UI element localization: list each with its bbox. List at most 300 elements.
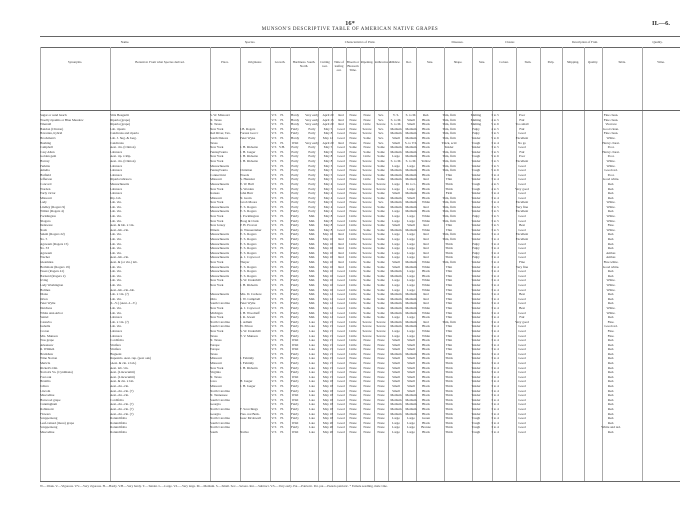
table-cell: Some [377,264,385,269]
table-cell: J. H. Jaeger [240,149,256,154]
table-cell: J. H. Ricketts [240,282,258,287]
table-cell: Tender [471,237,481,242]
table-cell: None [363,397,371,402]
table-cell: H. [280,388,284,393]
table-cell: Early [291,154,299,159]
top-rule [40,36,680,37]
table-cell: May 6 [323,200,333,205]
table-cell: Good [518,282,526,287]
table-cell: New York [210,200,224,205]
table-cell: Tender [471,305,481,310]
table-cell: Early [308,149,316,154]
table-cell: Good [518,191,526,196]
table-cell: Medium [405,402,417,407]
table-cell: Aest.-lab.-vin.-lab. [110,287,135,292]
table-cell: New York [210,214,224,219]
table-cell: Aest. cin. (Clinton) [110,158,136,163]
table-cell: H. [280,429,284,434]
table-cell: Thick [445,374,453,379]
table-cell: Tender [471,204,481,209]
table-cell: Some [363,292,371,297]
table-cell: None [349,204,357,209]
table-cell: May 8 [323,154,333,159]
table-cell: Sev. [378,200,384,205]
table-cell: Some [377,158,385,163]
table-cell: Isaac Mcdowell [240,416,261,421]
table-cell: Casy Allen [40,149,55,154]
table-cell: Early [308,195,316,200]
table-cell: Wild [291,420,299,425]
table-cell: Small [407,388,415,393]
table-cell: Black [422,126,430,131]
table-cell: Red [338,140,344,145]
table-cell: Thin [445,315,453,320]
table-cell: V.T. [271,292,277,297]
table-cell: Native [240,429,249,434]
table-cell: April 20 [322,122,334,127]
table-cell: H. [280,168,284,173]
table-cell: Medium [390,273,402,278]
table-cell: Small [392,379,400,384]
table-cell: May 8 [323,223,333,228]
table-cell: S. to M. [390,117,402,122]
table-cell: Medium [390,301,402,306]
table-cell: Lab. ripasis [110,126,126,131]
table-cell: Mid. [308,214,316,219]
table-cell: V.H. [279,145,285,150]
table-cell: Little [349,296,357,301]
table-cell: Excellent [515,237,529,242]
table-cell: Perkins [40,163,50,168]
table-cell: Little [349,319,357,324]
table-cell: Good [518,273,526,278]
table-cell: Mid. [308,301,316,306]
table-cell: 3 to 4 [491,241,499,246]
table-cell: Severe [376,319,386,324]
table-cell: V.T. [271,269,277,274]
table-cell: Some [363,301,371,306]
table-cell: Tender [471,227,481,232]
table-cell: 3 to 4 [491,407,499,411]
table-cell: Little [349,305,357,310]
table-cell: Very good [515,186,529,191]
table-cell: Small [407,356,415,361]
table-cell: Good [518,296,526,301]
table-cell: 3 to 4 [491,232,499,237]
table-cell: Mid. [308,227,316,232]
table-cell: H. [280,264,284,269]
table-cell: Red [423,246,429,251]
table-cell: None [349,393,357,398]
table-cell: Cunningham [40,402,58,407]
table-cell: (Aest. & cin. x lab.) [110,361,137,366]
table-cell: New Jersey [210,223,226,228]
table-cell: May 8 [323,218,333,223]
table-cell: Poor. [607,154,615,159]
table-cell: Thick [445,384,453,389]
table-cell: Medium [405,154,417,159]
table-cell: 5 to 6 [491,154,499,159]
table-cell: Tender [471,356,481,361]
table-cell: E. W. Bull [240,181,254,186]
table-cell: Red [338,237,344,242]
table-cell: Lab. vin. [110,305,122,310]
table-cell: Red [338,264,344,269]
table-cell: Wild [291,140,299,145]
table-cell: Tender [471,384,481,389]
table-title: MUNSON'S DESCRIPTIVE TABLE OF AMERICAN NATIVE GRAPES [261,27,439,32]
table-cell: Mid. [308,218,316,223]
table-cell: Massachusetts [210,246,230,251]
table-cell: White. [606,278,616,283]
section-marker: II.—6. [651,20,670,27]
table-cell: Late [309,397,315,402]
table-cell: Late [309,347,315,352]
table-cell: Red. [607,402,615,407]
table-cell: Little [349,301,357,306]
table-cell: Thin [445,338,453,343]
table-cell: Red. [607,374,615,379]
table-cell: Europe [210,347,220,352]
table-cell: Fairly [291,379,299,384]
table-cell: Tender [471,379,481,384]
table-cell: N. Grein [240,195,252,200]
table-cell: Good [518,310,526,315]
table-cell: Fairly [291,384,299,389]
table-cell: J. H. Rickette [240,154,258,159]
table-cell: Good [518,328,526,333]
table-cell: Virginia [210,370,221,375]
table-cell: V.T. [271,319,277,324]
table-cell: H. [280,218,284,223]
table-cell: Mid. [308,292,316,297]
table-cell: April 20 [322,113,334,117]
table-cell: A. J. Caywood [240,305,260,310]
table-cell: Good [518,356,526,361]
table-cell: New York [210,145,224,150]
table-cell: Good [518,195,526,200]
table-cell: Ohio [210,296,217,301]
table-cell: Fairly [291,287,299,292]
table-cell: Small [407,384,415,389]
table-cell: Early [291,204,299,209]
table-cell: Black [422,429,430,434]
table-cell: None [377,416,385,421]
table-cell: Large [392,425,400,430]
table-cell: Large [407,237,415,242]
table-cell: Little [349,241,357,246]
table-cell: Texas [210,333,218,338]
table-cell: J. Adlum [240,319,252,324]
table-cell: S. to V.S. [404,140,418,145]
table-cell: Late [309,319,315,324]
table-cell: Tender [471,411,481,416]
table-cell: Tender [471,177,481,182]
table-cell: 3 to 4 [491,287,499,292]
table-cell: Thick [445,420,453,425]
table-cell: Severe [362,218,372,223]
table-cell: Little [349,287,357,292]
table-cell: Some [363,149,371,154]
table-cell: Small [392,374,400,379]
table-cell: H. [280,181,284,186]
table-cell: New York [210,158,224,163]
table-cell: Little [349,218,357,223]
table-cell: May 15 [322,351,334,356]
table-cell: Flowers [40,411,51,416]
table-cell: Medium [390,227,402,232]
table-cell: V.T. [271,264,277,269]
column-header: Mildew. [389,60,401,64]
table-cell: Tough [471,416,481,421]
table-cell: 3 to 4 [491,264,499,269]
table-cell: Red. [607,361,615,366]
table-cell: None [377,365,385,370]
column-header: Shape. [453,60,463,64]
table-cell: V.T. [271,397,277,402]
table-cell: Good [518,218,526,223]
table-cell: Severe [362,324,372,329]
table-cell: Tender [471,269,481,274]
table-cell: Red. [607,296,615,301]
table-cell: V.T. [271,370,277,375]
table-cell: Thin [445,227,453,232]
table-cell: Severe [362,195,372,200]
table-cell: Lab. J. Sug. & Jaeg. [110,135,137,140]
table-cell: H. [280,370,284,375]
table-cell: Little [349,255,357,260]
table-cell: N. Texas [210,122,222,127]
table-cell: H. [280,347,284,352]
table-cell: Lady Washington [40,282,64,287]
table-cell: Vinifera [110,347,121,352]
table-cell: Some [377,287,385,292]
table-cell: Thin, firm [442,237,456,242]
table-cell: None [349,411,357,416]
table-cell: Red. [607,347,615,352]
table-cell: Medium [405,177,417,182]
table-cell: Some [377,149,385,154]
table-cell: Good [518,420,526,425]
table-cell: Mid. [308,260,316,264]
table-cell: New York [210,305,224,310]
table-cell: Mid. [308,246,316,251]
table-cell: Fine [519,260,525,264]
table-cell: Fairly [291,365,299,370]
table-cell: Some [377,237,385,242]
table-cell: 3 to 4 [491,177,499,182]
table-cell: Riparia (grape) [110,122,131,127]
table-cell: V.T. [271,315,277,320]
table-cell: May 10 [322,278,334,283]
table-cell: Some [377,154,385,159]
table-cell: Early [308,158,316,163]
table-cell: 5 to 6 [491,122,499,127]
table-cell: 3 to 4 [491,324,499,329]
table-cell: Large [392,250,400,255]
table-cell: New York [210,154,224,159]
table-cell: Aest. cin. (Clinton) [110,145,136,150]
table-cell: April 15 [322,117,334,122]
table-cell: Fair [519,117,525,122]
table-cell: 3 to 4 [491,429,499,434]
table-cell: Good [337,397,345,402]
table-cell: Red. [607,416,615,421]
table-cell: Medium [405,172,417,177]
table-cell: None [349,388,357,393]
table-cell: None [363,351,371,356]
table-cell: Lady [40,200,47,205]
table-cell: None [363,140,371,145]
table-cell: Fairly [291,333,299,338]
table-cell: Thin, firm [442,135,456,140]
table-cell: None [377,342,385,347]
table-cell: Aest. & lab. x vin. [110,223,135,228]
table-cell: Nosh [40,227,47,232]
table-cell: None [349,181,357,186]
table-cell: White. [606,227,616,232]
table-cell: Fine clean. [603,117,619,122]
table-cell: May 12 [322,135,334,140]
table-cell: Good [518,370,526,375]
table-cell: Golden gem [40,154,57,159]
table-cell: Lab. vin. [110,282,122,287]
table-cell: Peter Wylie [40,301,56,306]
table-cell: Red [423,296,429,301]
table-cell: Little [349,264,357,269]
table-cell: Lab. vin. [110,218,122,223]
table-cell: H. [280,204,284,209]
table-cell: Late [309,370,315,375]
table-cell: Late [309,425,315,430]
table-cell: Severe [376,328,386,333]
table-cell: 3 to 4 [491,425,499,430]
table-cell: Small [392,384,400,389]
table-cell: Some [377,204,385,209]
table-cell: V.T. [271,347,277,352]
table-cell: Late [309,328,315,333]
table-cell: 3 to 4 [491,260,499,264]
table-cell: Black [422,117,430,122]
table-cell: V.T. [271,122,277,127]
table-cell: S. to M. [405,158,417,163]
table-cell: Tender [471,172,481,177]
table-cell: H. [280,269,284,274]
table-cell: Irving [40,278,49,283]
table-cell: Large [392,287,400,292]
table-cell: Some [377,310,385,315]
table-cell: Early [291,195,299,200]
table-cell: Early [308,186,316,191]
table-cell: Late [309,420,315,425]
table-cell: Delaware [40,223,53,228]
table-cell: Severe [362,214,372,219]
table-cell: V.T. [271,411,277,416]
table-cell: Lab. x vin. (?) [110,319,129,324]
table-cell: Thin [445,351,453,356]
table-cell: Iowa [210,379,217,384]
table-cell: May 12 [322,315,334,320]
table-cell: None [349,425,357,430]
table-cell: Little [349,342,357,347]
table-cell: V.T. [271,407,277,411]
table-cell: Tender [471,135,481,140]
table-cell: H. [280,338,284,343]
table-cell: Large [407,328,415,333]
table-cell: May 12 [322,301,334,306]
column-header: Quality. [587,60,599,64]
table-cell: White. [606,163,616,168]
table-cell: Woods [240,172,250,177]
table-cell: Very fine [515,204,529,209]
table-cell: V.T. [271,278,277,283]
table-cell: Labrusca [110,149,123,154]
table-cell: Medium [390,200,402,205]
table-cell: Excellent [515,209,529,214]
table-cell: No. 33 [40,246,49,251]
table-cell: Ventel [40,315,49,320]
table-cell: Good [337,296,345,301]
table-cell: Dutchess [40,305,53,310]
table-cell: None [377,370,385,375]
table-cell: Thick [445,246,453,251]
table-cell: 3 to 4 [491,388,499,393]
table-cell: Massachusetts [210,237,230,242]
table-cell: None [377,379,385,384]
table-cell: Red. [607,397,615,402]
table-cell: Fairly [291,361,299,366]
table-cell: V.T. [271,310,277,315]
table-cell: Medium [390,296,402,301]
table-cell: Good [518,255,526,260]
table-cell: V.T. [271,255,277,260]
table-cell: Missouri [210,195,222,200]
table-cell: Large [392,282,400,287]
table-cell: White [421,200,431,205]
table-cell: Missouri [210,177,222,182]
table-cell: Little [349,338,357,343]
table-cell: Good [337,370,345,375]
table-cell: Black [422,374,430,379]
table-cell: Jefferson [40,177,53,182]
table-cell: Medium [405,301,417,306]
table-cell: Fine. [607,328,615,333]
table-cell: H. [280,131,284,136]
table-cell: Wild [291,338,299,343]
table-cell: V.T. [271,140,277,145]
table-cell: Black [422,131,430,136]
table-cell: Small [407,374,415,379]
table-cell: Small [407,361,415,366]
table-cell: Massachusetts [210,181,230,186]
table-cell: Good [518,214,526,219]
table-cell: Early [308,209,316,214]
table-cell: Christian [240,168,253,173]
table-cell: Mrs. Munson [40,333,58,338]
table-cell: Medium [390,351,402,356]
table-cell: May 6 [323,149,333,154]
table-cell: 3 to 4 [491,310,499,315]
table-cell: Large [392,209,400,214]
table-cell: S. to M. [390,122,402,127]
table-cell: Black [422,370,430,375]
table-cell: Red. [607,301,615,306]
table-cell: V.T. [271,273,277,278]
table-cell: Lab. vin. [110,310,122,315]
table-cell: Small [392,223,400,228]
table-cell: Mid. [308,315,316,320]
table-cell: Vinifera [110,342,121,347]
